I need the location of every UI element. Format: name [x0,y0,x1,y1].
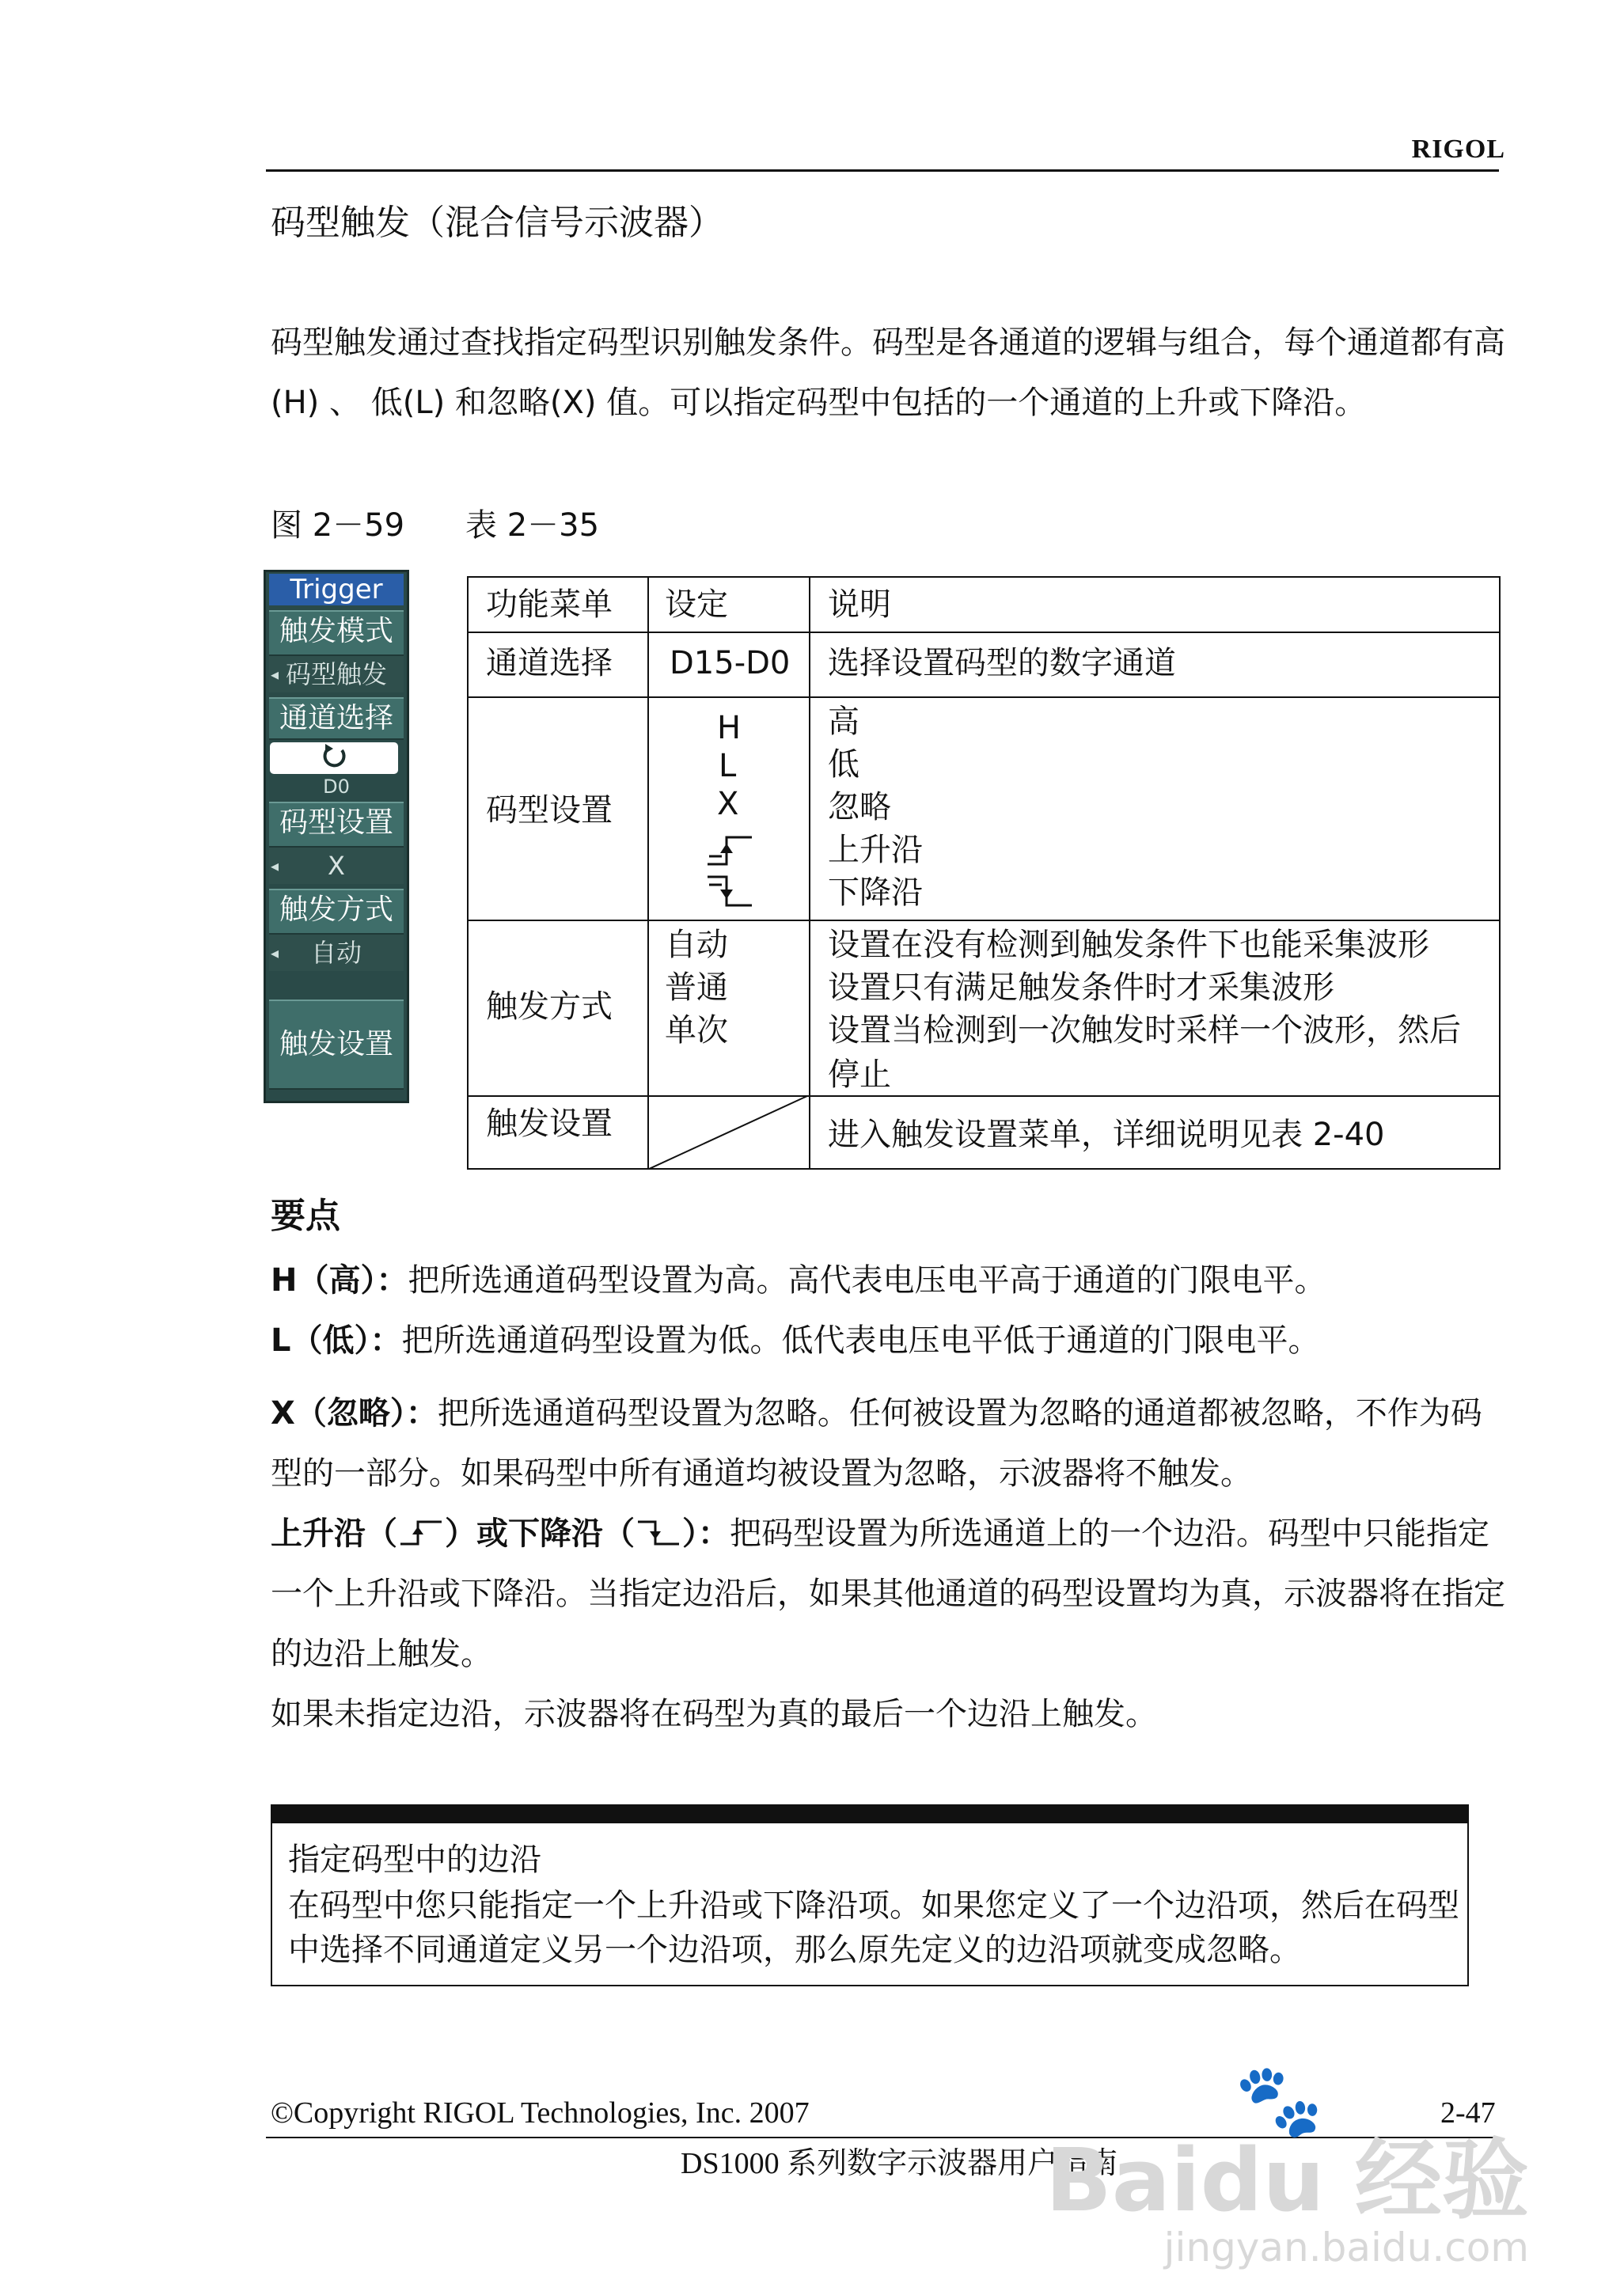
key-point-label: ）： [682,1515,730,1552]
key-point-text: 把所选通道码型设置为低。低代表电压电平低于通道的门限电平。 [401,1322,1320,1359]
table-header-setting: 设定 [665,586,728,623]
key-point-edge [271,1504,1505,1684]
menu-title: Trigger [269,574,404,605]
table-cell-description: 上升沿 [828,832,923,868]
table-cell-description: 下降沿 [828,874,923,911]
trigger-mode-button[interactable]: 触发模式 [269,610,404,656]
note-body: 在码型中您只能指定一个上升沿或下降沿项。如果您定义了一个边沿项，然后在码型中选择不同通道定义另一个边沿项，那么原先定义的边沿项就变成忽略。 [288,1887,1459,1968]
key-point-label: L（低）： [271,1322,402,1359]
pattern-value: ◂ X [269,848,404,884]
brand-logo: RIGOL [1411,135,1505,164]
table-cell-description: 低 [828,746,859,783]
table-header-description: 说明 [828,586,891,623]
channel-select-button[interactable]: 通道选择 [269,697,404,740]
intro-paragraph: 码型触发通过查找指定码型识别触发条件。码型是各通道的逻辑与组合，每个通道都有高(H) 、 低(L) 和忽略(X) 值。可以指定码型中包括的一个通道的上升或下降沿。 [271,324,1505,421]
page-title: 码型触发（混合信号示波器） [271,203,723,243]
rotate-knob-icon[interactable] [270,742,398,774]
sweep-mode-value: ◂ 自动 [269,935,404,971]
table-cell-description: 设置在没有检测到触发条件下也能采集波形 [828,927,1429,963]
table-cell-menu: 触发设置 [486,1106,613,1142]
table-cell-menu: 码型设置 [486,792,613,829]
table-cell-description: 高 [828,704,859,740]
table-header-menu: 功能菜单 [486,586,613,623]
table-cell-setting: D15-D0 [670,645,791,681]
channel-value: D0 [323,776,350,798]
key-point-text: 把码型设置为所选通道上的一个边沿。码型中只能指定一个上升沿或下降沿。当指定边沿后，如果其他通道的码型设置均为真，示波器将在指定的边沿上触发。 [271,1515,1505,1672]
key-point-no-edge: 如果未指定边沿，示波器将在码型为真的最后一个边沿上触发。 [271,1696,1157,1732]
table-cell-setting: 自动 [665,927,728,963]
watermark-brand: Baidu 经验 [1045,2130,1529,2231]
footer-page-number: 2-47 [1440,2096,1496,2130]
sweep-mode-button[interactable]: 触发方式 [269,889,404,935]
table-cell-setting: H [717,710,742,746]
key-point-label: ）或下降沿（ [445,1515,635,1552]
key-point-high [271,1250,1505,1311]
key-point-label: 上升沿（ [271,1515,397,1552]
table-cell-setting: L [719,748,737,784]
pattern-setup-button[interactable]: 码型设置 [269,802,404,848]
paw-icon: 🐾 [1234,2059,1323,2142]
table-cell-description: 设置当检测到一次触发时采样一个波形，然后停止 [828,1012,1461,1093]
table-cell-setting: 单次 [665,1012,728,1049]
trigger-menu-panel [264,570,409,1103]
key-point-low [271,1311,1505,1371]
table-cell-description: 选择设置码型的数字通道 [828,645,1176,681]
baidu-watermark [1045,2059,1529,2271]
knob-arrow-icon [314,742,354,771]
footer-copyright: ©Copyright RIGOL Technologies, Inc. 2007 [271,2096,810,2130]
watermark-site: jingyan.baidu.com [1163,2225,1529,2270]
note-title: 指定码型中的边沿 [288,1842,541,1878]
falling-edge-icon [703,872,758,913]
table-cell-description: 设置只有满足触发条件时才采集波形 [828,969,1334,1006]
key-point-label: X（忽略）： [271,1395,438,1432]
falling-edge-icon [635,1517,682,1549]
rising-edge-icon [397,1517,445,1549]
trigger-mode-value: ◂ 码型触发 [269,656,404,692]
table-cell-menu: 通道选择 [486,645,613,681]
table-cell-setting: 普通 [665,969,728,1006]
figure-caption: 图 2－59 [271,507,405,544]
settings-table [467,576,1501,1170]
key-points-heading: 要点 [271,1196,340,1236]
table-cell-menu: 触发方式 [486,988,613,1025]
key-point-label: H（高）： [271,1262,408,1299]
footer-manual-title: DS1000 系列数字示波器用户指南 [681,2147,1118,2180]
key-point-ignore [271,1383,1505,1504]
key-point-text: 把所选通道码型设置为高。高代表电压电平高于通道的门限电平。 [408,1262,1326,1299]
table-cell-setting: X [717,786,739,822]
header-divider [266,169,1499,172]
table-cell-description: 进入触发设置菜单，详细说明见表 2-40 [828,1117,1385,1153]
table-caption: 表 2－35 [465,507,600,544]
key-point-text: 把所选通道码型设置为忽略。任何被设置为忽略的通道都被忽略，不作为码型的一部分。如果码型中所有通道均被设置为忽略，示波器将不触发。 [271,1395,1482,1492]
rising-edge-icon [703,833,758,871]
empty-cell-diagonal [647,1095,809,1170]
table-cell-description: 忽略 [828,789,891,825]
trigger-setup-button[interactable]: 触发设置 [269,1000,404,1090]
